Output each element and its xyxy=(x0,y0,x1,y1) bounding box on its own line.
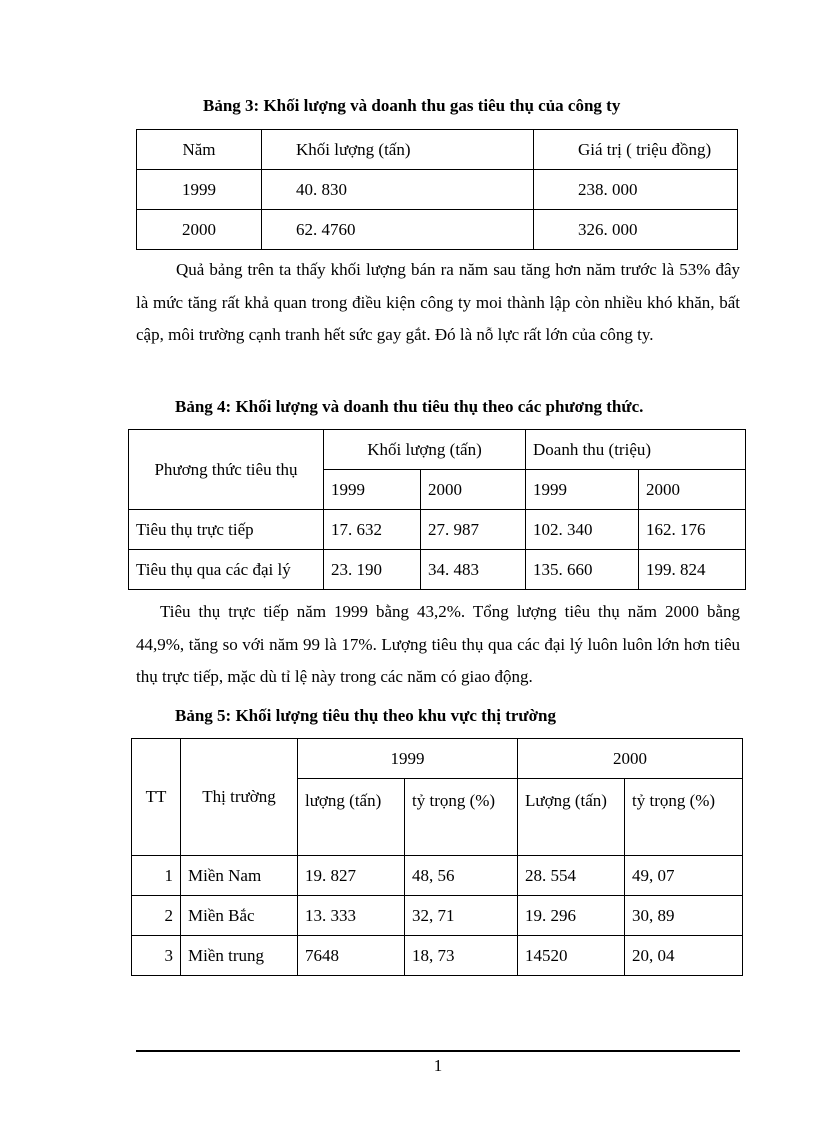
table-header-row xyxy=(137,130,738,170)
table-cell: Miền Nam xyxy=(181,856,298,896)
table-cell: 7648 xyxy=(298,936,405,976)
table-cell: Tiêu thụ trực tiếp xyxy=(129,510,324,550)
table-cell: Miền trung xyxy=(181,936,298,976)
table-cell: 1 xyxy=(132,856,181,896)
table-header-cell: 1999 xyxy=(324,470,421,510)
table-cell: 40. 830 xyxy=(262,170,534,210)
table-cell: 18, 73 xyxy=(405,936,518,976)
table-cell: 2 xyxy=(132,896,181,936)
table-row xyxy=(132,856,743,896)
table-header-cell: 2000 xyxy=(639,470,746,510)
table-header-cell: Lượng (tấn) xyxy=(518,779,625,856)
table-row xyxy=(137,170,738,210)
table-cell: 27. 987 xyxy=(421,510,526,550)
table3 xyxy=(136,129,738,250)
table-cell: 30, 89 xyxy=(625,896,743,936)
table5-caption: Bảng 5: Khối lượng tiêu thụ theo khu vực thị trường xyxy=(175,706,556,725)
table-cell: 32, 71 xyxy=(405,896,518,936)
table-row xyxy=(132,936,743,976)
table-cell: 49, 07 xyxy=(625,856,743,896)
table-cell: 48, 56 xyxy=(405,856,518,896)
table-header-cell: tỷ trọng (%) xyxy=(625,779,743,856)
table-cell: Miền Bắc xyxy=(181,896,298,936)
table3-caption: Bảng 3: Khối lượng và doanh thu gas tiêu thụ của công ty xyxy=(203,96,621,115)
table-cell: 14520 xyxy=(518,936,625,976)
table-cell: 199. 824 xyxy=(639,550,746,590)
table-header-cell: Thị trường xyxy=(181,739,298,856)
table-header-cell: Năm xyxy=(137,130,262,170)
table4 xyxy=(128,429,746,590)
table-row xyxy=(129,510,746,550)
table-header-cell: Giá trị ( triệu đồng) xyxy=(534,130,738,170)
page-number: 1 xyxy=(433,1056,443,1075)
paragraph-2: Tiêu thụ trực tiếp năm 1999 bằng 43,2%. Tổng lượng tiêu thụ năm 2000 bằng 44,9%, tăng so với năm 99 là 17%. Lượng tiêu thụ qua các đại lý luôn luôn lớn hơn tiêu thụ trực tiếp, mặc dù tỉ lệ này trong các năm có giao động. xyxy=(136,602,740,686)
table-cell: 102. 340 xyxy=(526,510,639,550)
table-cell: 23. 190 xyxy=(324,550,421,590)
table-header-cell: 1999 xyxy=(298,739,518,779)
footer-divider xyxy=(136,1050,740,1052)
table-header-row xyxy=(129,430,746,470)
table-header-cell: Khối lượng (tấn) xyxy=(324,430,526,470)
table-cell: 19. 296 xyxy=(518,896,625,936)
table-cell: 20, 04 xyxy=(625,936,743,976)
table-cell: 19. 827 xyxy=(298,856,405,896)
table-cell: 238. 000 xyxy=(534,170,738,210)
table-header-cell: tỷ trọng (%) xyxy=(405,779,518,856)
table4-caption: Bảng 4: Khối lượng và doanh thu tiêu thụ theo các phương thức. xyxy=(175,397,644,416)
table-header-cell: Phương thức tiêu thụ xyxy=(129,430,324,510)
table-row xyxy=(137,210,738,250)
table-cell: 326. 000 xyxy=(534,210,738,250)
table-cell: 3 xyxy=(132,936,181,976)
table-cell: 162. 176 xyxy=(639,510,746,550)
table-header-row xyxy=(132,739,743,779)
table-header-cell: 2000 xyxy=(518,739,743,779)
table-cell: 62. 4760 xyxy=(262,210,534,250)
table-cell: 34. 483 xyxy=(421,550,526,590)
table-row xyxy=(129,550,746,590)
table-header-cell: 1999 xyxy=(526,470,639,510)
table-cell: 2000 xyxy=(137,210,262,250)
table5 xyxy=(131,738,743,976)
table-cell: 135. 660 xyxy=(526,550,639,590)
table-cell: 1999 xyxy=(137,170,262,210)
table-header-cell: TT xyxy=(132,739,181,856)
paragraph-1: Quả bảng trên ta thấy khối lượng bán ra năm sau tăng hơn năm trước là 53% đây là mức tăng rất khả quan trong điều kiện công ty moi thành lập còn nhiều khó khăn, bất cập, môi trường cạnh tranh hết sức gay gắt. Đó là nỗ lực rất lớn của công ty. xyxy=(136,260,740,344)
table-cell: 17. 632 xyxy=(324,510,421,550)
table-cell: 13. 333 xyxy=(298,896,405,936)
table-header-cell: Doanh thu (triệu) xyxy=(526,430,746,470)
table-header-cell: 2000 xyxy=(421,470,526,510)
table-cell: 28. 554 xyxy=(518,856,625,896)
table-header-cell: Khối lượng (tấn) xyxy=(262,130,534,170)
table-header-cell: lượng (tấn) xyxy=(298,779,405,856)
table-row xyxy=(132,896,743,936)
table-cell: Tiêu thụ qua các đại lý xyxy=(129,550,324,590)
